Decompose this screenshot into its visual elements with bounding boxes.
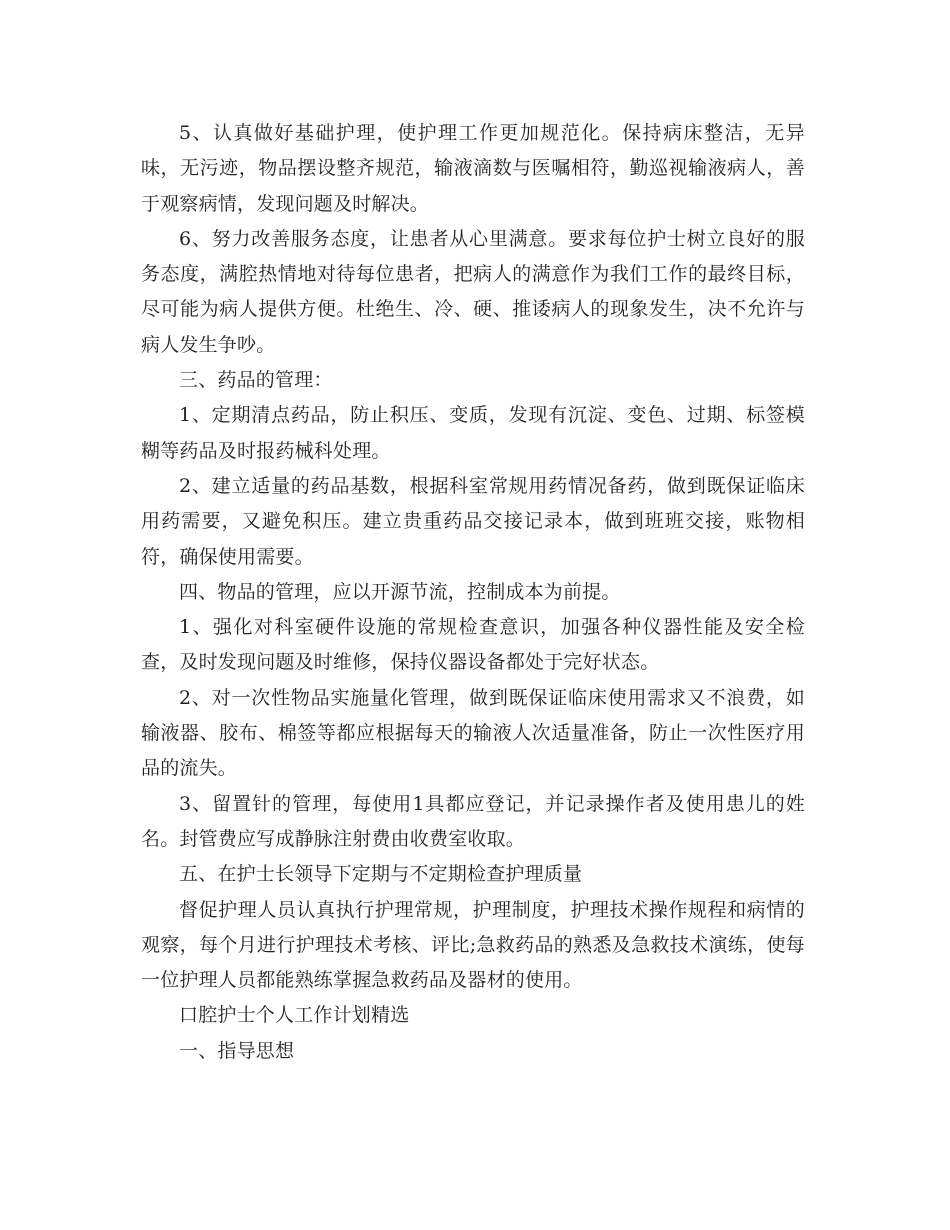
heading-quality-inspection: 五、在护士长领导下定期与不定期检查护理质量: [179, 863, 583, 886]
paragraph-drug-inventory: 1、定期清点药品，防止积压、变质，发现有沉淀、变色、过期、标签模糊等药品及时报药械科处理。: [141, 404, 805, 462]
paragraph-nursing-supervision: 督促护理人员认真执行护理常规，护理制度，护理技术操作规程和病情的观察，每个月进行护理技术考核、评比;急救药品的熟悉及急救技术演练，使每一位护理人员都能熟练掌握急救药品及器材的使用。: [141, 898, 805, 992]
heading-plan-title: 口腔护士个人工作计划精选: [179, 1004, 410, 1027]
paragraph-disposables: 2、对一次性物品实施量化管理，做到既保证临床使用需求又不浪费，如输液器、胶布、棉签等都应根据每天的输液人次适量准备，防止一次性医疗用品的流失。: [141, 686, 805, 780]
document-body: [141, 116, 805, 1069]
paragraph-indwelling-needle: 3、留置针的管理，每使用1具都应登记，并记录操作者及使用患儿的姓名。封管费应写成静脉注射费由收费室收取。: [141, 792, 805, 850]
paragraph-basic-nursing: 5、认真做好基础护理，使护理工作更加规范化。保持病床整洁，无异味，无污迹，物品摆设整齐规范，输液滴数与医嘱相符，勤巡视输液病人，善于观察病情，发现问题及时解决。: [141, 122, 805, 215]
paragraph-equipment-inspection: 1、强化对科室硬件设施的常规检查意识，加强各种仪器性能及安全检查，及时发现问题及时维修，保持仪器设备都处于完好状态。: [141, 616, 805, 674]
paragraph-drug-base-quantity: 2、建立适量的药品基数，根据科室常规用药情况备药，做到既保证临床用药需要，又避免积压。建立贵重药品交接记录本，做到班班交接，账物相符，确保使用需要。: [141, 474, 805, 568]
paragraph-service-attitude: 6、努力改善服务态度，让患者从心里满意。要求每位护士树立良好的服务态度，满腔热情地对待每位患者，把病人的满意作为我们工作的最终目标，尽可能为病人提供方便。杜绝生、冷、硬、推诿病人的现象发生，决不允许与病人发生争吵。: [141, 227, 805, 356]
heading-drug-management: 三、药品的管理：: [179, 369, 333, 392]
heading-guiding-ideology: 一、指导思想: [179, 1039, 295, 1062]
heading-supplies-management: 四、物品的管理，应以开源节流，控制成本为前提。: [179, 580, 621, 603]
